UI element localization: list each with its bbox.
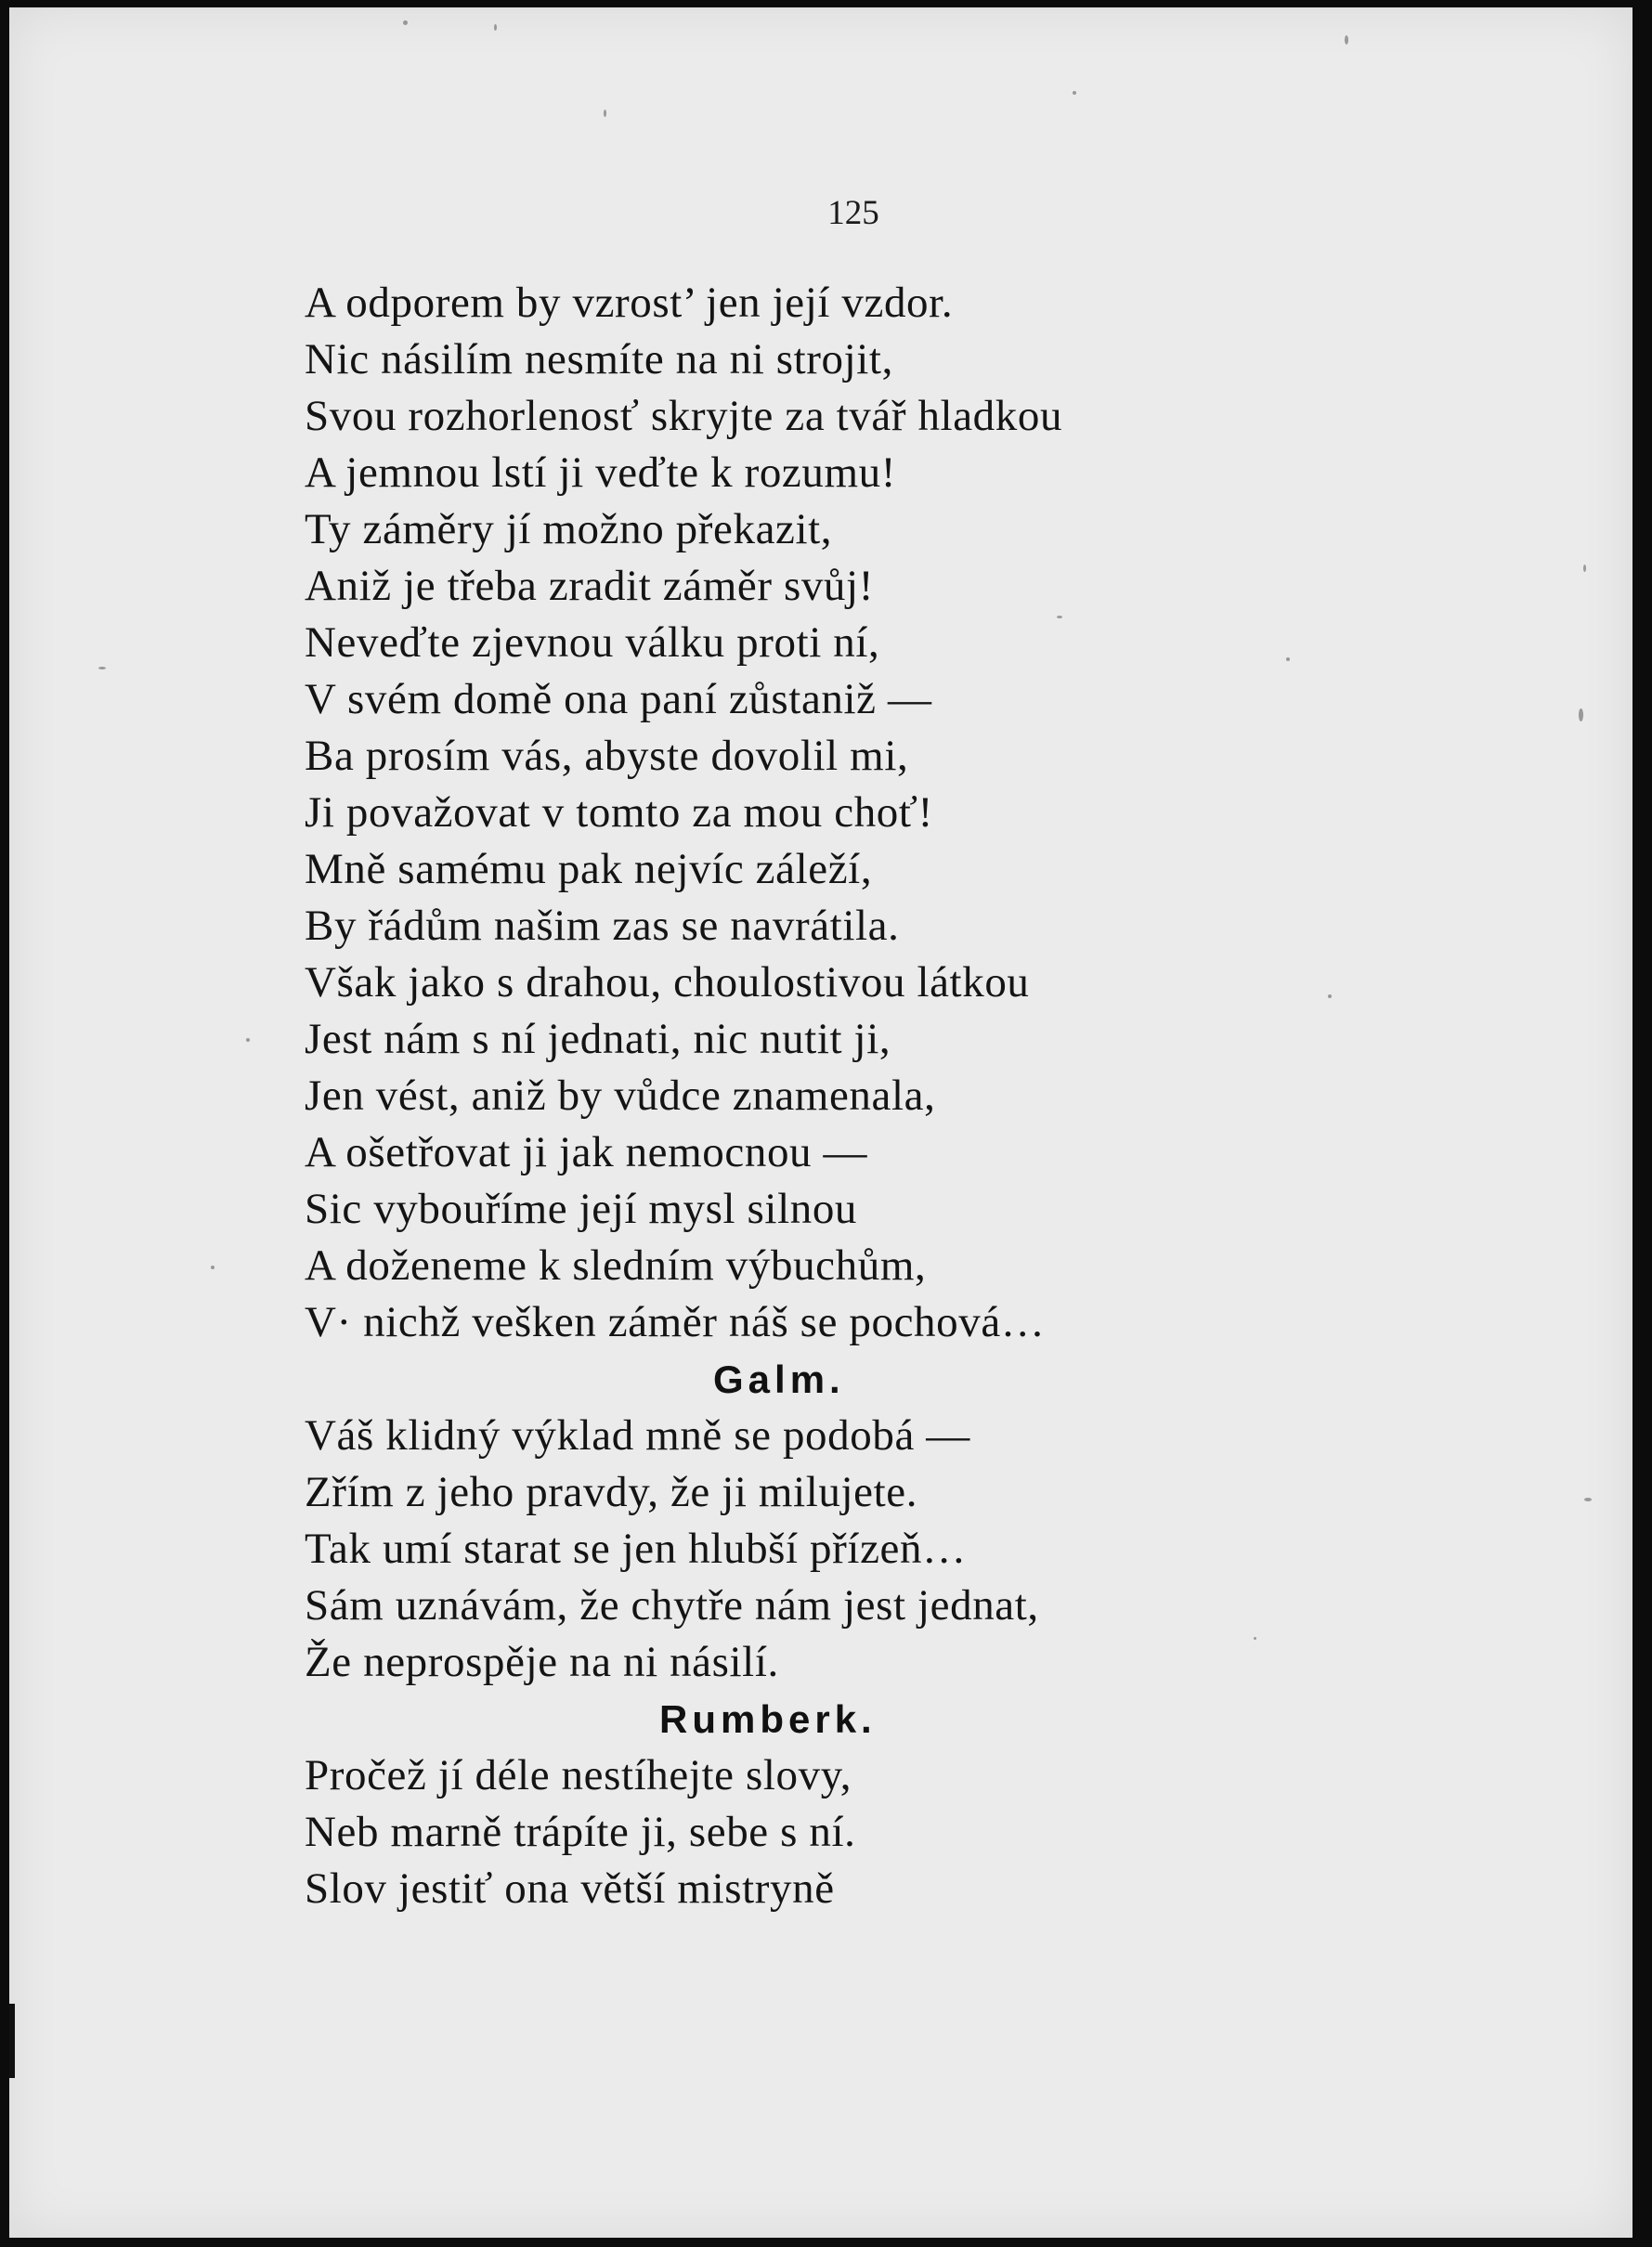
verse-line: Sám uznávám, že chytře nám jest jednat, — [305, 1581, 1039, 1630]
verse-line: Váš klidný výklad mně se podobá — — [305, 1411, 970, 1460]
book-page — [9, 7, 1632, 2238]
verse-line: Ji považovat v tomto za mou choť! — [305, 788, 933, 837]
verse-line: Pročež jí déle nestíhejte slovy, — [305, 1751, 852, 1799]
verse-line: By řádům našim zas se navrátila. — [305, 902, 900, 950]
scan-edge-strip — [9, 2004, 15, 2078]
speaker-name-galm: Galm. — [713, 1357, 845, 1401]
verse-line: Aniž je třeba zradit záměr svůj! — [305, 562, 874, 610]
verse-line: A doženeme k sledním výbuchům, — [305, 1241, 927, 1290]
verse-line: Svou rozhorlenosť skryjte za tvář hladkou — [305, 392, 1063, 440]
verse-line: Zřím z jeho pravdy, že ji milujete. — [305, 1468, 918, 1516]
verse-line: A ošetřovat ji jak nemocnou — — [305, 1128, 868, 1176]
page-number: 125 — [827, 194, 879, 232]
verse-line: V· nichž vešken záměr náš se pochová… — [305, 1298, 1046, 1346]
verse-line: Jest nám s ní jednati, nic nutit ji, — [305, 1015, 891, 1063]
verse-line: Neb marně trápíte ji, sebe s ní. — [305, 1808, 856, 1856]
verse-line: A jemnou lstí ji veďte k rozumu! — [305, 448, 896, 497]
verse-line: Nic násilím nesmíte na ni strojit, — [305, 335, 893, 383]
verse-line: Ty záměry jí možno překazit, — [305, 505, 833, 553]
verse-line: V svém domě ona paní zůstaniž — — [305, 675, 932, 723]
verse-line: Že neprospěje na ni násilí. — [305, 1638, 779, 1686]
verse-line: A odporem by vzrost’ jen její vzdor. — [305, 279, 954, 327]
speaker-name-rumberk: Rumberk. — [659, 1697, 877, 1741]
verse-line: Tak umí starat se jen hlubší přízeň… — [305, 1525, 967, 1573]
verse-line: Mně samému pak nejvíc záleží, — [305, 845, 873, 893]
verse-line: Sic vybouříme její mysl silnou — [305, 1185, 858, 1233]
verse-line: Slov jestiť ona větší mistryně — [305, 1864, 835, 1913]
verse-line: Však jako s drahou, choulostivou látkou — [305, 958, 1030, 1007]
verse-line: Ba prosím vás, abyste dovolil mi, — [305, 732, 909, 780]
verse-line: Jen vést, aniž by vůdce znamenala, — [305, 1072, 936, 1120]
verse-line: Neveďte zjevnou válku proti ní, — [305, 618, 880, 667]
poem-text — [305, 275, 1289, 1917]
